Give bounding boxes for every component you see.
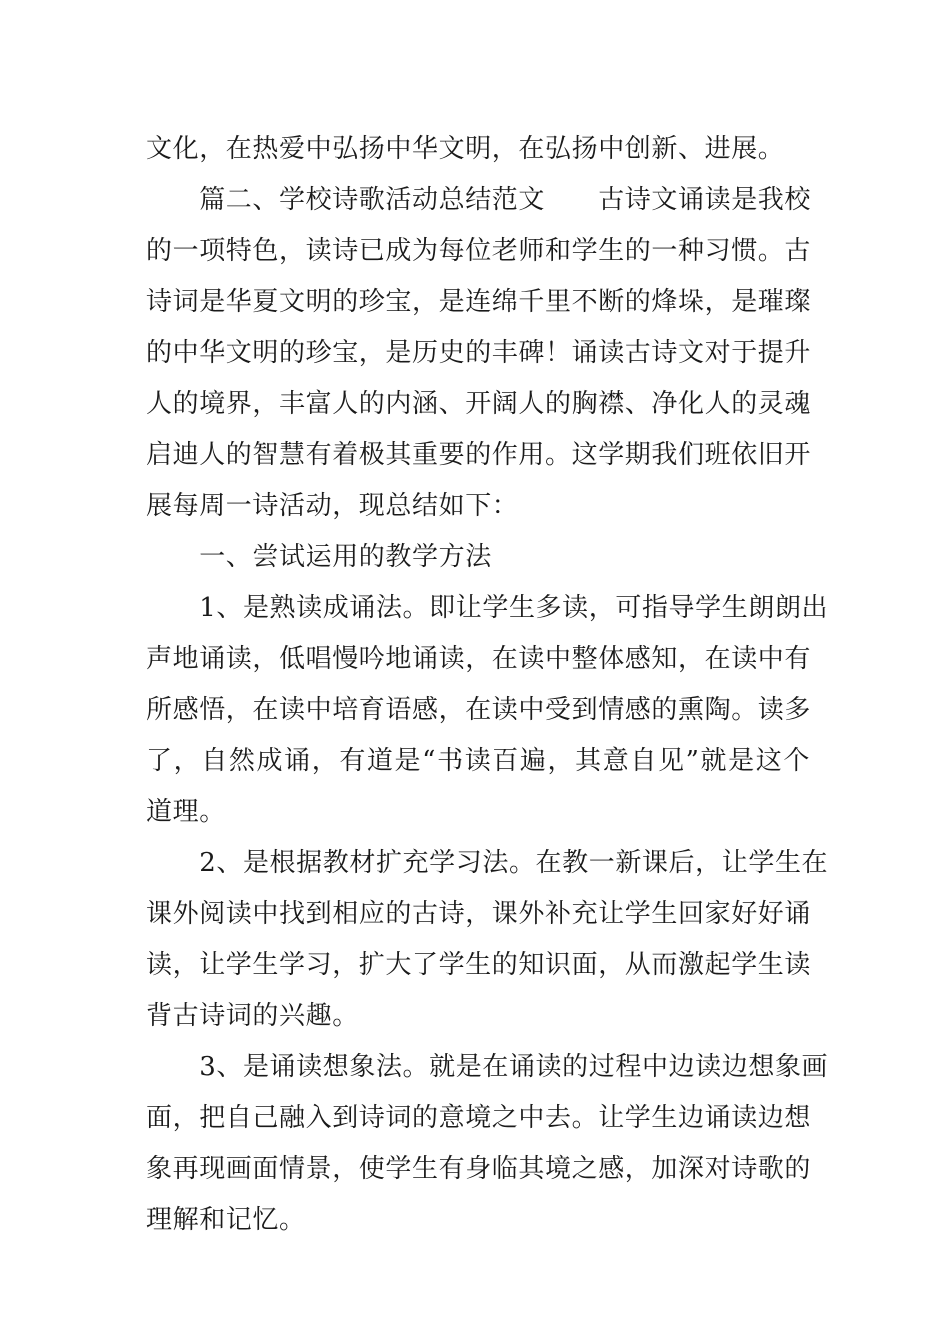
text-line: 声地诵读，低唱慢吟地诵读，在读中整体感知，在读中有 [146,644,812,674]
text-line: 的一项特色，读诗已成为每位老师和学生的一种习惯。古 [146,236,812,266]
text-line: 所感悟，在读中培育语感，在读中受到情感的熏陶。读多 [146,695,812,725]
text-line: 了，自然成诵，有道是“书读百遍，其意自见”就是这个 [146,746,810,776]
text-line: 课外阅读中找到相应的古诗，课外补充让学生回家好好诵 [146,899,812,929]
text-line: 的中华文明的珍宝，是历史的丰碑！诵读古诗文对于提升 [146,338,812,368]
text-line: 背古诗词的兴趣。 [146,1001,359,1031]
text-line: 理解和记忆。 [146,1205,306,1235]
text-line: 面，把自己融入到诗词的意境之中去。让学生边诵读边想 [146,1103,812,1133]
text-line: 篇二、学校诗歌活动总结范文 古诗文诵读是我校 [146,185,812,215]
text-line: 诗词是华夏文明的珍宝，是连绵千里不断的烽垛，是璀璨 [146,287,812,317]
text-line: 展每周一诗活动，现总结如下： [146,491,519,521]
text-line: 1、是熟读成诵法。即让学生多读，可指导学生朗朗出 [146,593,829,623]
text-line: 道理。 [146,797,226,827]
text-line: 人的境界，丰富人的内涵、开阔人的胸襟、净化人的灵魂 [146,389,812,419]
text-line: 读，让学生学习，扩大了学生的知识面，从而激起学生读 [146,950,812,980]
text-line: 2、是根据教材扩充学习法。在教一新课后，让学生在 [146,848,829,878]
text-line: 启迪人的智慧有着极其重要的作用。这学期我们班依旧开 [146,440,812,470]
text-line: 3、是诵读想象法。就是在诵读的过程中边读边想象画 [146,1052,829,1082]
section-heading: 一、尝试运用的教学方法 [146,542,492,572]
text-line: 文化，在热爱中弘扬中华文明，在弘扬中创新、进展。 [146,134,785,164]
text-line: 象再现画面情景，使学生有身临其境之感，加深对诗歌的 [146,1154,812,1184]
